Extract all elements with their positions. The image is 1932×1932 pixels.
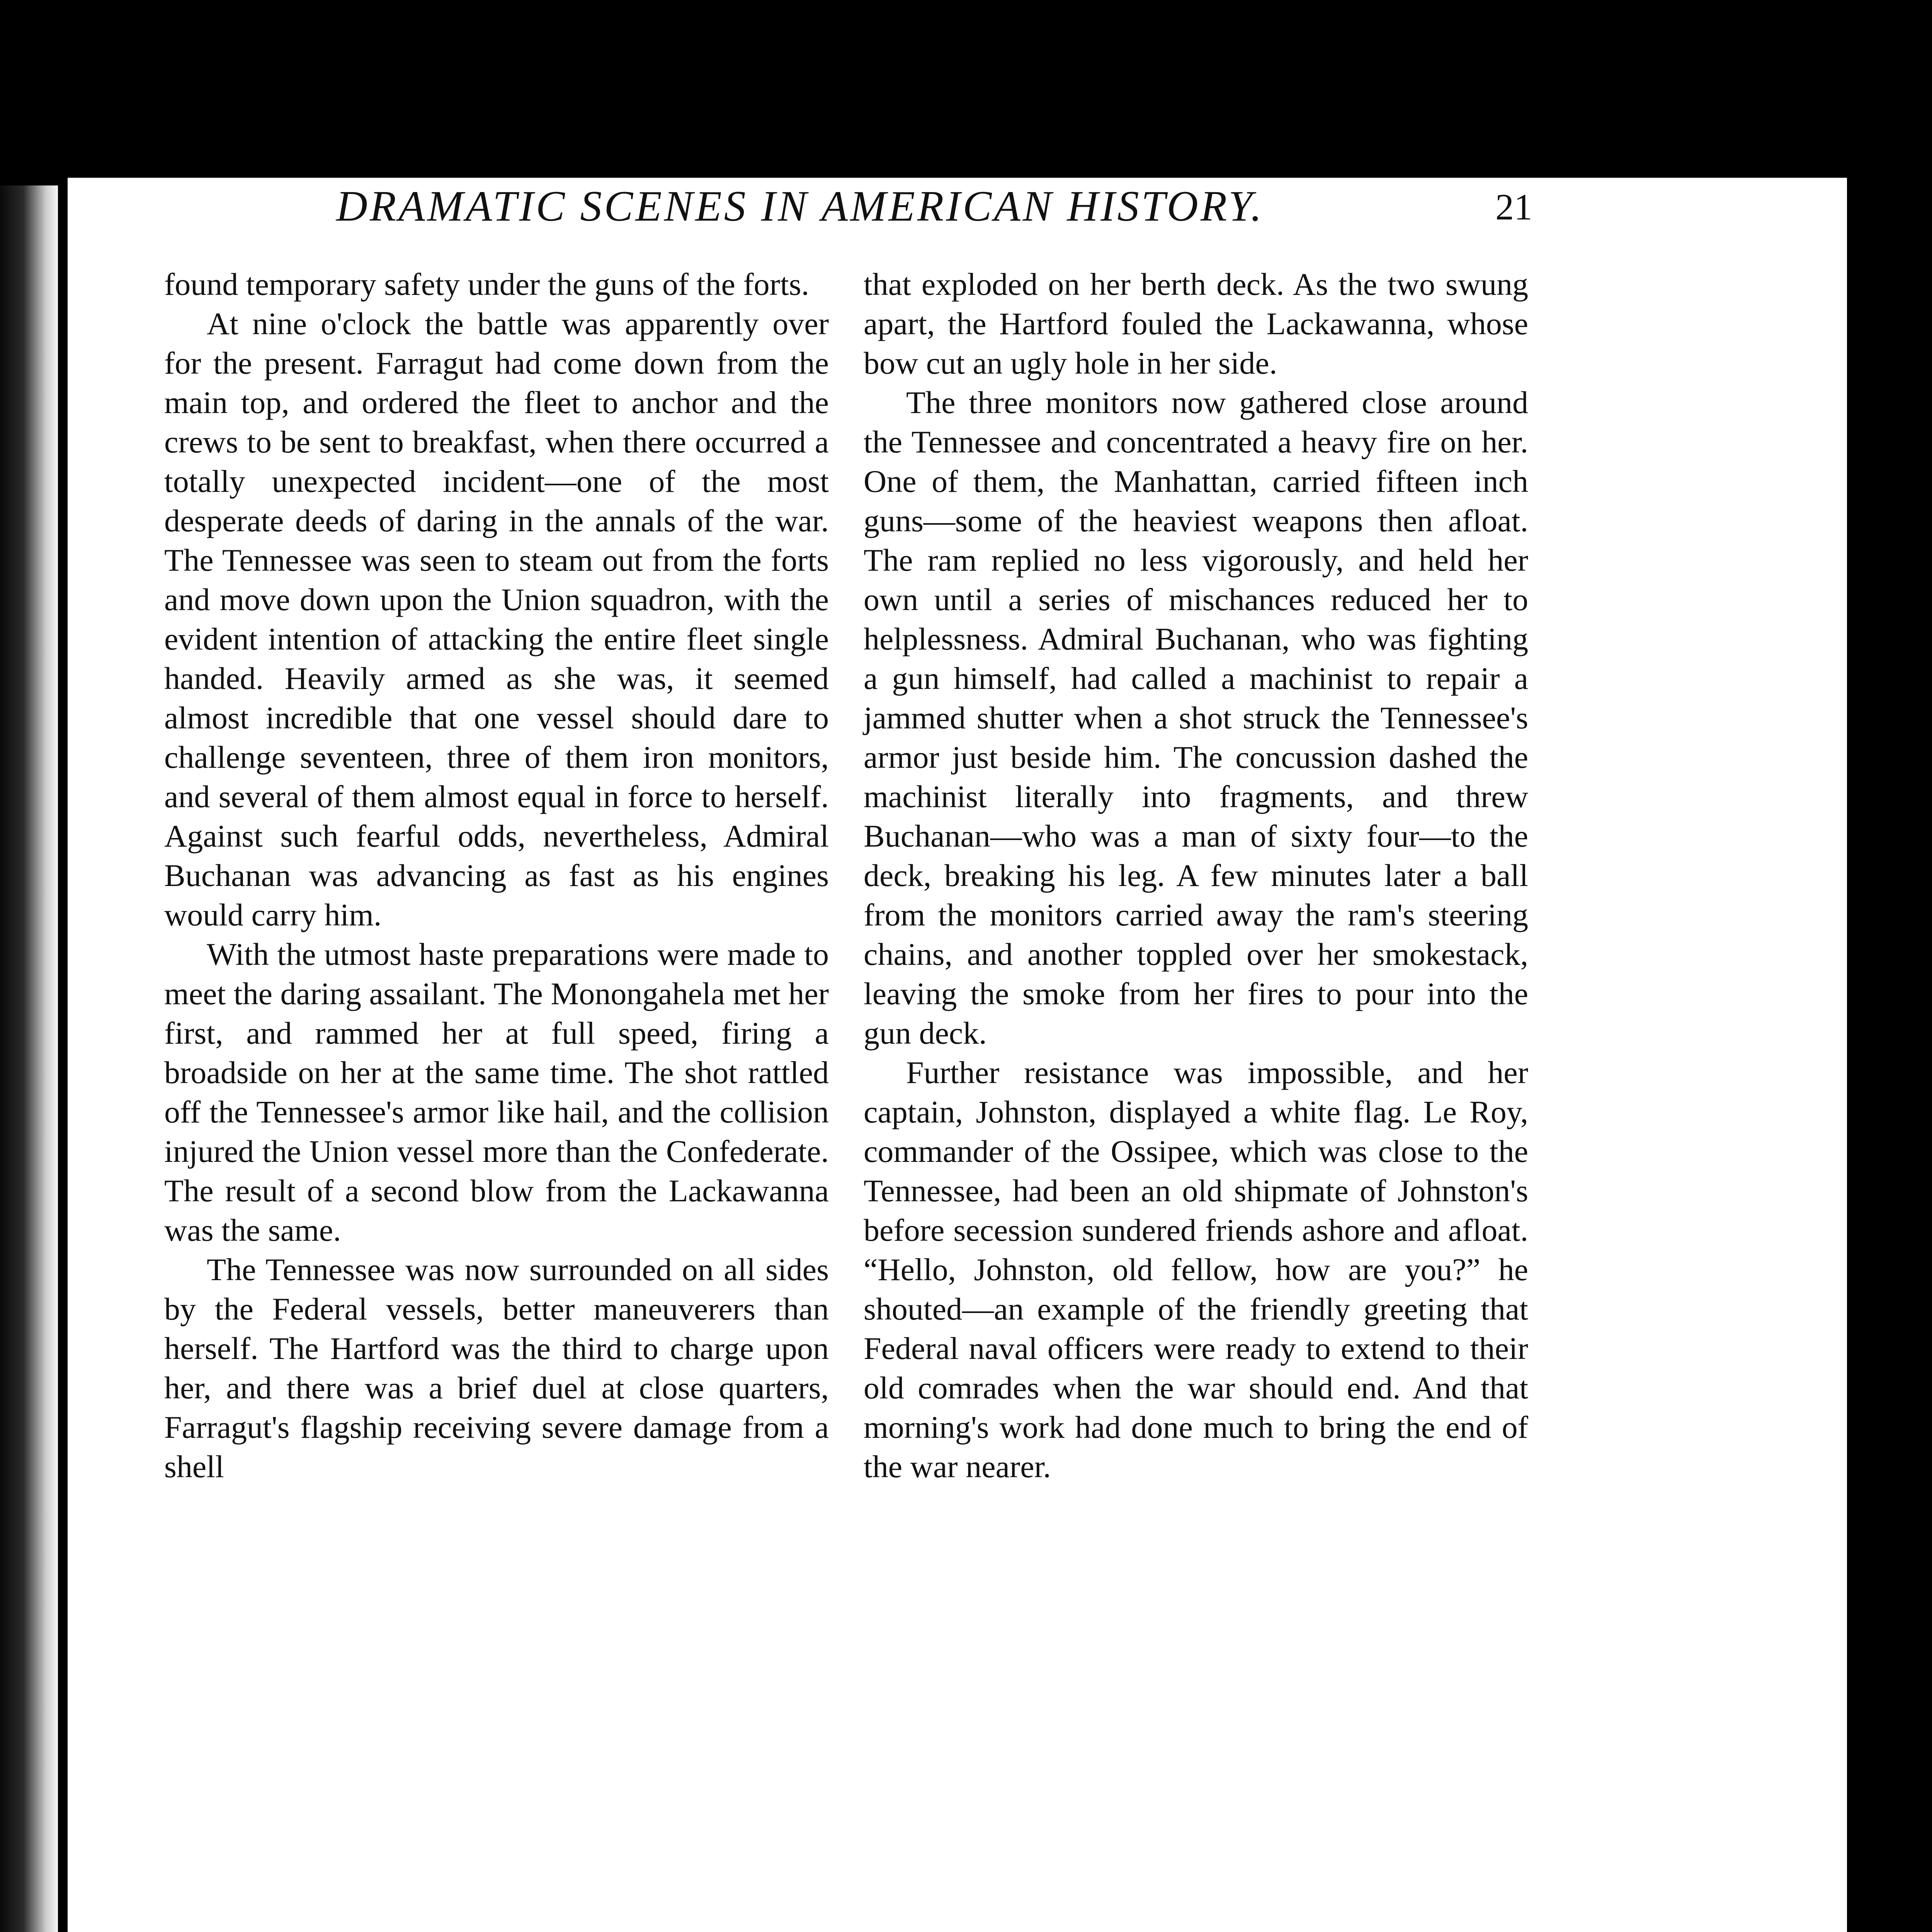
paragraph-continued: that exploded on her berth deck. As the two swung apart, the Hartford fouled the Lackawanna, whose bow cut an ugly hole in her side. <box>864 267 1528 381</box>
text-column-right <box>864 265 1528 1486</box>
paragraph: With the utmost haste preparations were made to meet the daring assailant. The Monongahela met her first, and rammed her at full speed, firing a broadside on her at the same time. The shot rattled off the Tennessee's armor like hail, and the collision injured the Union vessel more than the Confederate. The result of a second blow from the Lackawanna was the same. <box>164 937 829 1248</box>
paragraph: At nine o'clock the battle was apparently over for the present. Farragut had come down from the main top, and ordered the fleet to anchor and the crews to be sent to breakfast, when there occurred a totally unexpected incident—one of the most desperate deeds of daring in the annals of the war. The Tennessee was seen to steam out from the forts and move down upon the Union squadron, with the evident intention of attacking the entire fleet single handed. Heavily armed as she was, it seemed almost incredible that one vessel should dare to challenge seventeen, three of them iron monitors, and several of them almost equal in force to herself. Against such fearful odds, nevertheless, Admiral Buchanan was advancing as fast as his engines would carry him. <box>164 306 829 932</box>
paragraph: The three monitors now gathered close around the Tennessee and concentrated a heavy fire on her. One of them, the Manhattan, carried fifteen inch guns—some of the heaviest weapons then afloat. The ram replied no less vigorously, and held her own until a series of mischances reduced her to helplessness. Admiral Buchanan, who was fighting a gun himself, had called a machinist to repair a jammed shutter when a shot struck the Tennessee's armor just beside him. The concussion dashed the machinist literally into fragments, and threw Buchanan—who was a man of sixty four—to the deck, breaking his leg. A few minutes later a ball from the monitors carried away the ram's steering chains, and another toppled over her smokestack, leaving the smoke from her fires to pour into the gun deck. <box>864 385 1528 1051</box>
text-column-left <box>164 265 829 1486</box>
running-head: DRAMATIC SCENES IN AMERICAN HISTORY. <box>336 182 1264 230</box>
paragraph: Further resistance was impossible, and her captain, Johnston, displayed a white flag. Le Roy, commander of the Ossipee, which was close to the Tennessee, had been an old shipmate of Johnston's before secession sundered friends ashore and afloat. “Hello, Johnston, old fellow, how are you?” he shouted—an example of the friendly greeting that Federal naval officers were ready to extend to their old comrades when the war should end. And that morning's work had done much to bring the end of the war nearer. <box>864 1055 1528 1484</box>
book-spine-edge <box>0 185 58 1932</box>
paragraph: The Tennessee was now surrounded on all sides by the Federal vessels, better maneuverers than herself. The Hartford was the third to charge upon her, and there was a brief duel at close quarters, Farragut's flagship receiving severe damage from a shell <box>164 1252 829 1484</box>
paragraph-continued: found temporary safety under the guns of the forts. <box>164 267 810 302</box>
page-number: 21 <box>1495 186 1532 228</box>
